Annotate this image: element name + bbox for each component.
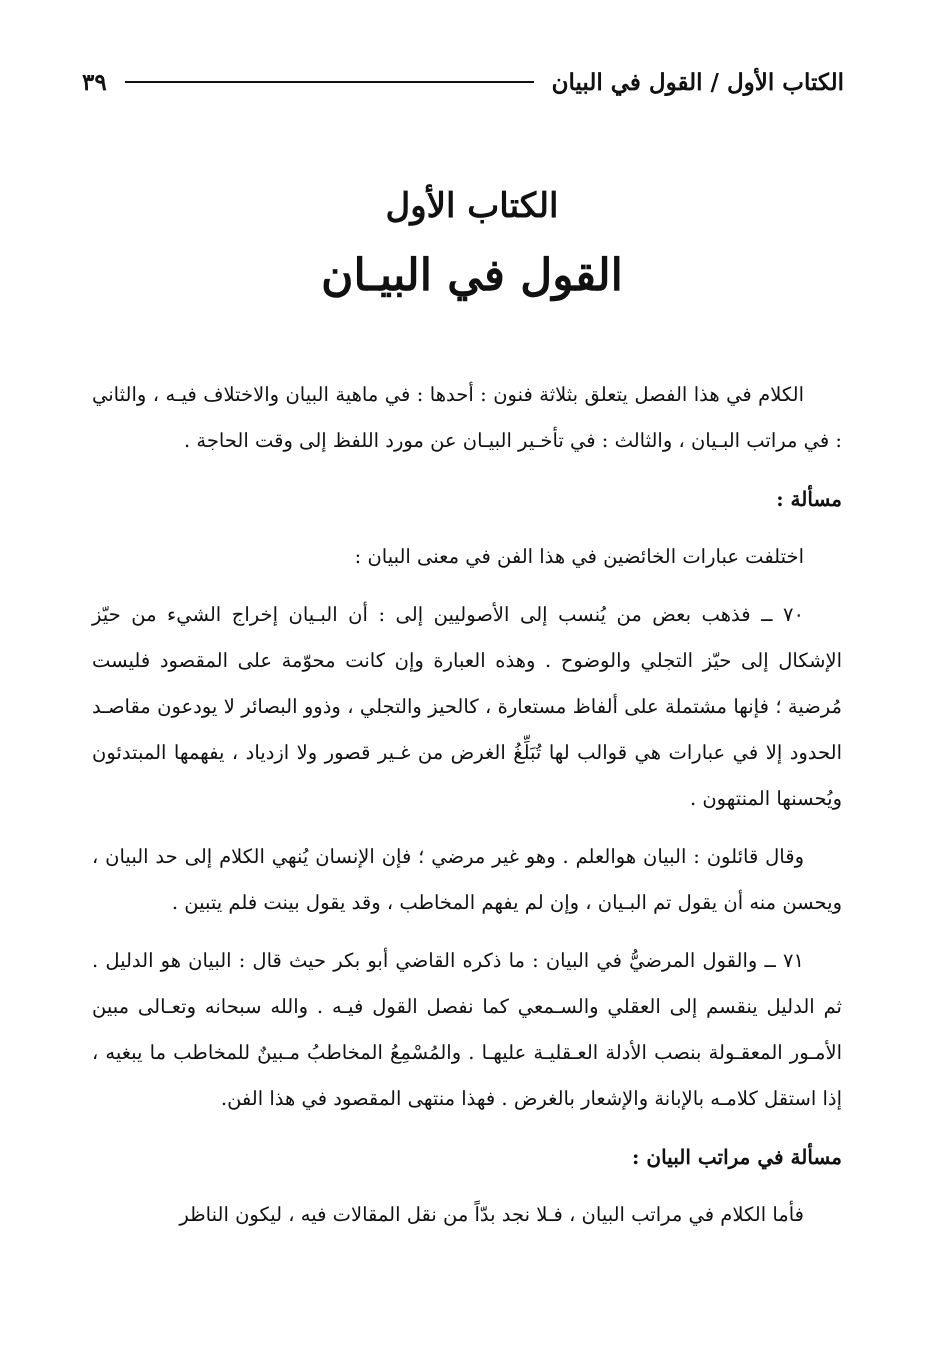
- body-text: [92, 372, 842, 1250]
- paragraph-intro: الكلام في هذا الفصل يتعلق بثلاثة فنون : أحدها : في ماهية البيان والاختلاف فيـه ، والثاني : في مراتب البـيان ، والثالث : في تأخـير البيـان عن مورد اللفظ إلى وقت الحاجة .: [92, 383, 842, 452]
- running-title: الكتاب الأول / القول في البيان: [551, 68, 844, 96]
- page-number: ٣٩: [82, 68, 107, 96]
- chapter-title: القول في البيـان: [321, 250, 623, 301]
- book-title: الكتاب الأول: [385, 186, 559, 226]
- paragraph-71: ٧١ ــ والقول المرضيُّ في البيان : ما ذكره القاضي أبو بكر حيث قال : البيان هو الدليل . ثم الدليل ينقسم إلى العقلي والسـمعي كما نفصل القول فيـه . والله سبحانه وتعـالى مبين الأمـور المعقـولة بنصب الأدلة العـقليـة عليهـا . والمُسْمِعُ المخاطبُ مـبينٌ للمخاطب ما يبغيه ، إذا استقل كلامـه بالإبانة والإشعار بالغرض . فهذا منتهى المقصود في هذا الفن.: [92, 949, 842, 1110]
- paragraph-disagreement: اختلفت عبارات الخائضين في هذا الفن في معنى البيان :: [354, 545, 804, 568]
- section-heading-ranks: مسألة في مراتب البيان :: [632, 1145, 842, 1169]
- paragraph-70: ٧٠ ــ فذهب بعض من يُنسب إلى الأصوليين إلى : أن البـيان إخراج الشيء من حيّز الإشكال إلى حيّز التجلي والوضوح . وهذه العبارة وإن كانت محوّمة على المقصود فليست مُرضية ؛ فإنها مشتملة على ألفاظ مستعارة ، كالحيز والتجلي ، وذوو البصائر لا يودعون مقاصـد الحدود إلا في عبارات هي قوالب لها تُبَلِّغُ الغرض من غـير قصور ولا ازدياد ، يفهمها المبتدئون ويُحسنها المنتهون .: [92, 603, 842, 810]
- header-rule: [125, 81, 534, 83]
- running-header: [82, 62, 844, 102]
- paragraph-knowledge: وقال قائلون : البيان هوالعلم . وهو غير مرضي ؛ فإن الإنسان يُنهي الكلام إلى حد البيان ، ويحسن منه أن يقول تم البـيان ، وإن لم يفهم المخاطب ، وقد يقول بينت فلم يتبين .: [92, 845, 842, 914]
- paragraph-ranks: فأما الكلام في مراتب البيان ، فـلا نجد بدّاً من نقل المقالات فيه ، ليكون الناظر: [179, 1203, 804, 1226]
- section-heading-masala: مسألة :: [776, 487, 842, 511]
